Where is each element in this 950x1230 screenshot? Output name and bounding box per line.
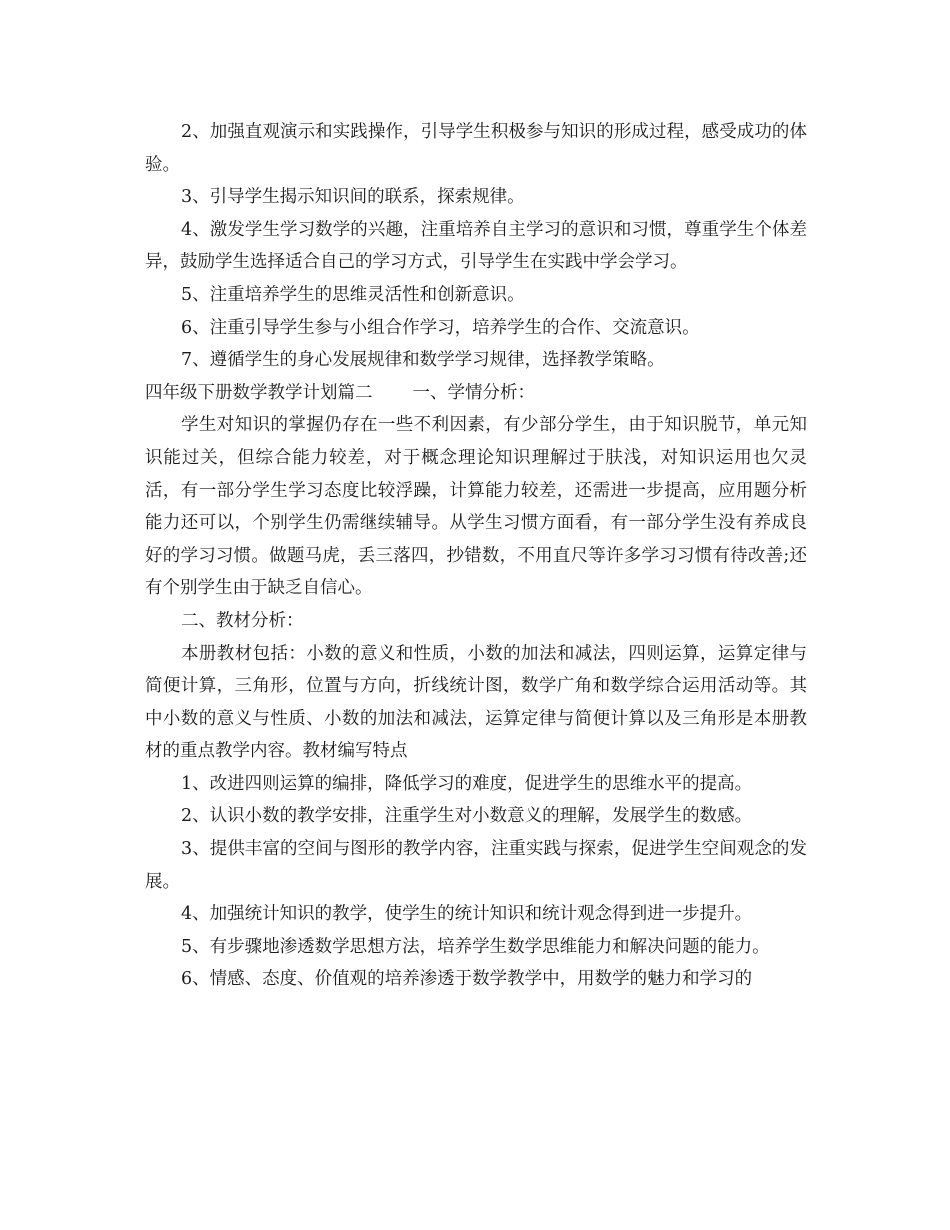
- section-subtitle: 一、学情分析：: [412, 382, 535, 403]
- paragraph: 3、引导学生揭示知识间的联系，探索规律。: [181, 187, 525, 208]
- document-page: [145, 116, 807, 996]
- paragraph: 7、遵循学生的身心发展规律和数学学习规律，选择教学策略。: [181, 350, 665, 371]
- paragraph: 2、认识小数的教学安排，注重学生对小数意义的理解，发展学生的数感。: [181, 806, 753, 827]
- paragraph: 4、加强统计知识的教学，使学生的统计知识和统计观念得到进一步提升。: [181, 904, 753, 925]
- paragraph: 5、注重培养学生的思维灵活性和创新意识。: [181, 284, 525, 305]
- paragraph: 5、有步骤地渗透数学思想方法，培养学生数学思维能力和解决问题的能力。: [181, 936, 770, 957]
- paragraph: 学生对知识的掌握仍存在一些不利因素，有少部分学生，由于知识脱节，单元知识能过关，但综合能力较差，对于概念理论知识理解过于肤浅，对知识运用也欠灵活，有一部分学生学习态度比较浮躁，计算能力较差，还需进一步提高，应用题分析能力还可以，个别学生仍需继续辅导。从学生习惯方面看，有一部分学生没有养成良好的学习习惯。做题马虎，丢三落四，抄错数，不用直尺等许多学习习惯有待改善;还有个别学生由于缺乏自信心。: [145, 415, 807, 599]
- paragraph: 3、提供丰富的空间与图形的教学内容，注重实践与探索，促进学生空间观念的发展。: [145, 839, 807, 892]
- section-heading: [145, 377, 807, 410]
- section-title: 四年级下册数学教学计划篇二: [145, 382, 373, 403]
- paragraph: 1、改进四则运算的编排，降低学习的难度，促进学生的思维水平的提高。: [181, 773, 753, 794]
- paragraph: 6、注重引导学生参与小组合作学习，培养学生的合作、交流意识。: [181, 317, 700, 338]
- paragraph: 4、激发学生学习数学的兴趣，注重培养自主学习的意识和习惯，尊重学生个体差异，鼓励学生选择适合自己的学习方式，引导学生在实践中学会学习。: [145, 219, 807, 273]
- subheading: 二、教材分析：: [181, 610, 304, 631]
- paragraph: 2、加强直观演示和实践操作，引导学生积极参与知识的形成过程，感受成功的体验。: [145, 122, 807, 175]
- paragraph: 6、情感、态度、价值观的培养渗透于数学教学中，用数学的魅力和学习的: [181, 969, 753, 990]
- paragraph: 本册教材包括：小数的意义和性质，小数的加法和减法，四则运算，运算定律与简便计算，三角形，位置与方向，折线统计图，数学广角和数学综合运用活动等。其中小数的意义与性质、小数的加法和减法，运算定律与简便计算以及三角形是本册教材的重点教学内容。教材编写特点: [145, 643, 807, 762]
